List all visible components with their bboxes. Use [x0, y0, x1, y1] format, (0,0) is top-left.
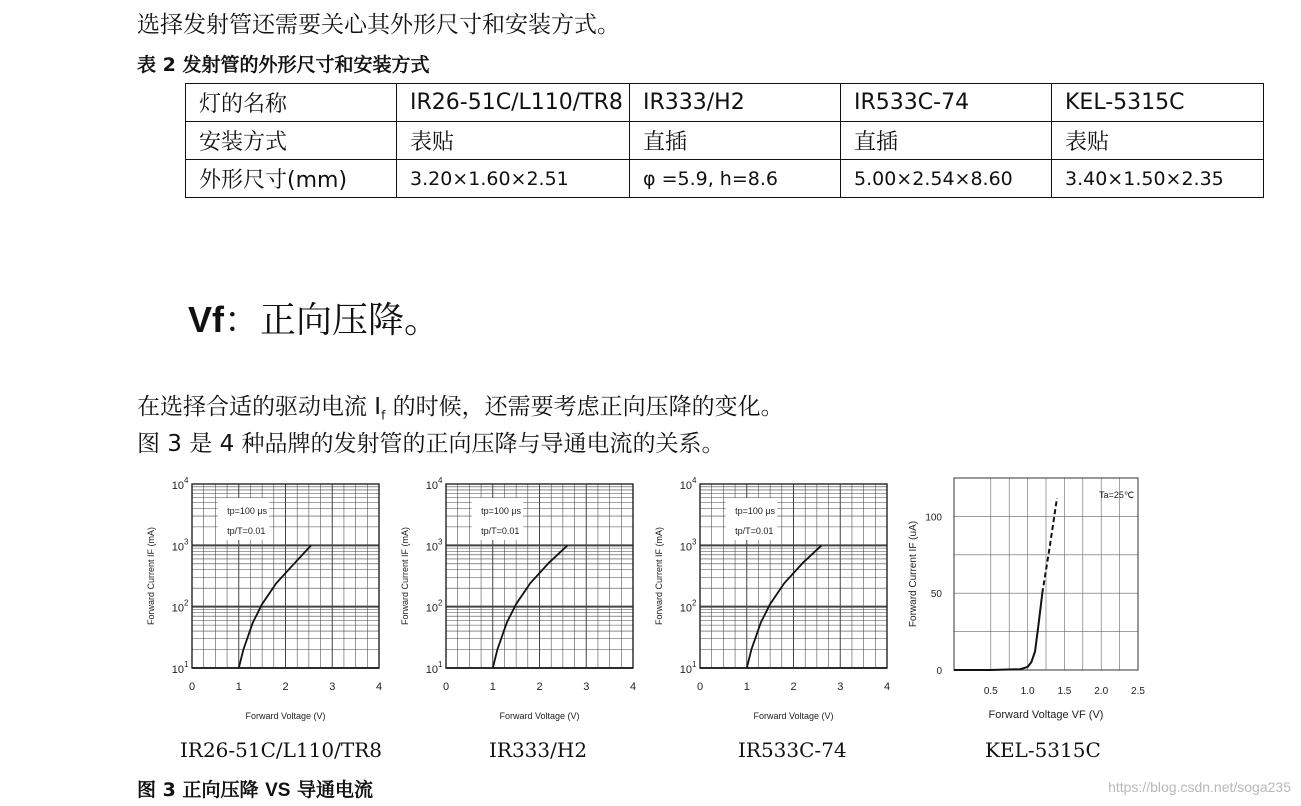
- x-tick-label: 3: [329, 681, 336, 693]
- table-cell: 灯的名称: [186, 84, 397, 122]
- chart-caption: IR26-51C/L110/TR8: [180, 738, 382, 762]
- y-tick-exponent: 1: [184, 660, 189, 669]
- x-axis-label: Forward Voltage (V): [753, 711, 834, 721]
- table-cell: IR333/H2: [630, 84, 841, 122]
- section-heading: [188, 292, 440, 343]
- y-axis-label: Forward Current IF (mA): [400, 526, 410, 626]
- legend-entry: tp/T=0.01: [481, 526, 520, 536]
- table-cell: 直插: [841, 122, 1052, 160]
- x-tick-label: 1: [489, 681, 496, 693]
- x-axis-label: Forward Voltage (V): [499, 711, 580, 721]
- x-tick-label: 4: [883, 681, 891, 693]
- y-tick-label: 100: [925, 512, 942, 524]
- chart-ir26: [132, 470, 392, 730]
- y-tick-label: 10: [425, 480, 438, 492]
- x-tick-label: 1: [743, 681, 750, 693]
- para-subscript: f: [381, 408, 386, 423]
- x-axis-label: Forward Voltage VF (V): [988, 709, 1104, 721]
- chart-ir533: [640, 470, 900, 730]
- y-tick-label: 10: [679, 480, 692, 492]
- y-tick-label: 10: [171, 602, 184, 615]
- table-cell: 5.00×2.54×8.60: [841, 160, 1052, 198]
- x-axis-label: Forward Voltage (V): [245, 711, 326, 721]
- x-tick-label: 2: [536, 681, 543, 693]
- figure-caption: [137, 775, 373, 802]
- intro-text: 选择发射管还需要关心其外形尺寸和安装方式。: [137, 12, 620, 38]
- table-cell: 3.20×1.60×2.51: [397, 160, 630, 198]
- y-tick-exponent: 3: [692, 537, 697, 547]
- y-tick-exponent: 2: [438, 598, 443, 608]
- fig-caption-pre: 图 3 正向压降: [137, 779, 266, 801]
- x-tick-label: 1: [235, 681, 242, 693]
- legend-entry: tp=100 μs: [227, 506, 268, 516]
- paragraph-line-2: 图 3 是 4 种品牌的发射管的正向压降与导通电流的关系。: [137, 431, 725, 457]
- table-cell: 表贴: [397, 122, 630, 160]
- y-tick-label: 10: [679, 541, 692, 554]
- y-tick-label: 50: [930, 589, 942, 601]
- chart-note: Ta=25℃: [1099, 490, 1134, 500]
- heading-text: ：正向压降。: [224, 300, 441, 341]
- y-tick-exponent: 2: [184, 598, 189, 608]
- chart-ir333: [386, 470, 646, 730]
- table-cell: 外形尺寸(mm): [186, 160, 397, 198]
- x-tick-label: 2.0: [1094, 686, 1109, 697]
- legend-entry: tp/T=0.01: [227, 526, 266, 536]
- y-tick-label: 10: [425, 664, 438, 676]
- y-tick-label: 10: [679, 664, 692, 676]
- table-row: [186, 160, 1264, 198]
- x-tick-label: 3: [583, 681, 590, 693]
- y-tick-exponent: 1: [692, 660, 697, 669]
- table-cell: 表贴: [1052, 122, 1264, 160]
- para-text: 在选择合适的驱动电流 I: [137, 394, 382, 420]
- chart-caption: IR533C-74: [738, 738, 847, 762]
- x-tick-label: 3: [837, 681, 844, 693]
- y-axis-label: Forward Current IF (uA): [908, 520, 919, 628]
- table-cell: KEL-5315C: [1052, 84, 1264, 122]
- table-cell: φ =5.9, h=8.6: [630, 160, 841, 198]
- x-tick-label: 4: [629, 681, 637, 693]
- watermark: https://blog.csdn.net/soga235: [1108, 779, 1291, 795]
- x-tick-label: 2: [790, 681, 797, 693]
- series-line-dashed: [1042, 498, 1057, 593]
- legend-entry: tp/T=0.01: [735, 526, 774, 536]
- chart-caption: KEL-5315C: [985, 738, 1101, 762]
- table-cell: 安装方式: [186, 122, 397, 160]
- y-tick-label: 10: [171, 480, 184, 492]
- y-tick-exponent: 2: [692, 598, 697, 608]
- y-axis-label: Forward Current IF (mA): [654, 526, 664, 626]
- x-tick-label: 4: [375, 681, 383, 693]
- x-tick-label: 0.5: [983, 686, 998, 697]
- table-row: [186, 84, 1264, 122]
- table-cell: IR533C-74: [841, 84, 1052, 122]
- y-tick-label: 10: [425, 602, 438, 615]
- chart-kel5315: [900, 468, 1150, 730]
- x-tick-label: 1.5: [1057, 686, 1072, 697]
- table-cell: 3.40×1.50×2.35: [1052, 160, 1264, 198]
- x-tick-label: 0: [188, 681, 196, 693]
- table-cell: 直插: [630, 122, 841, 160]
- x-tick-label: 2.5: [1131, 686, 1145, 697]
- para-text: 的时候，还需要考虑正向压降的变化。: [385, 394, 784, 420]
- x-tick-label: 1.0: [1020, 686, 1035, 697]
- y-tick-label: 10: [171, 541, 184, 554]
- y-tick-exponent: 4: [692, 476, 697, 485]
- paragraph-line-1: [137, 388, 784, 423]
- x-tick-label: 0: [696, 681, 704, 693]
- table-caption: 表 2 发射管的外形尺寸和安装方式: [137, 54, 430, 76]
- y-tick-exponent: 4: [438, 476, 443, 485]
- y-tick-exponent: 1: [438, 660, 443, 669]
- y-tick-label: 10: [679, 602, 692, 615]
- y-tick-label: 10: [425, 541, 438, 554]
- y-axis-label: Forward Current IF (mA): [146, 526, 156, 626]
- spec-table: [185, 83, 1264, 198]
- y-tick-label: 0: [936, 666, 942, 677]
- y-tick-exponent: 3: [438, 537, 443, 547]
- table-cell: IR26-51C/L110/TR8: [397, 84, 630, 122]
- fig-caption-vs: VS: [265, 780, 291, 801]
- x-tick-label: 0: [442, 681, 450, 693]
- y-tick-label: 10: [171, 664, 184, 676]
- y-tick-exponent: 3: [184, 537, 189, 547]
- fig-caption-post: 导通电流: [290, 779, 374, 801]
- legend-entry: tp=100 μs: [481, 506, 522, 516]
- heading-vf: Vf: [188, 299, 224, 340]
- x-tick-label: 2: [282, 681, 289, 693]
- table-row: [186, 122, 1264, 160]
- chart-caption: IR333/H2: [489, 738, 588, 762]
- y-tick-exponent: 4: [184, 476, 189, 485]
- legend-entry: tp=100 μs: [735, 506, 776, 516]
